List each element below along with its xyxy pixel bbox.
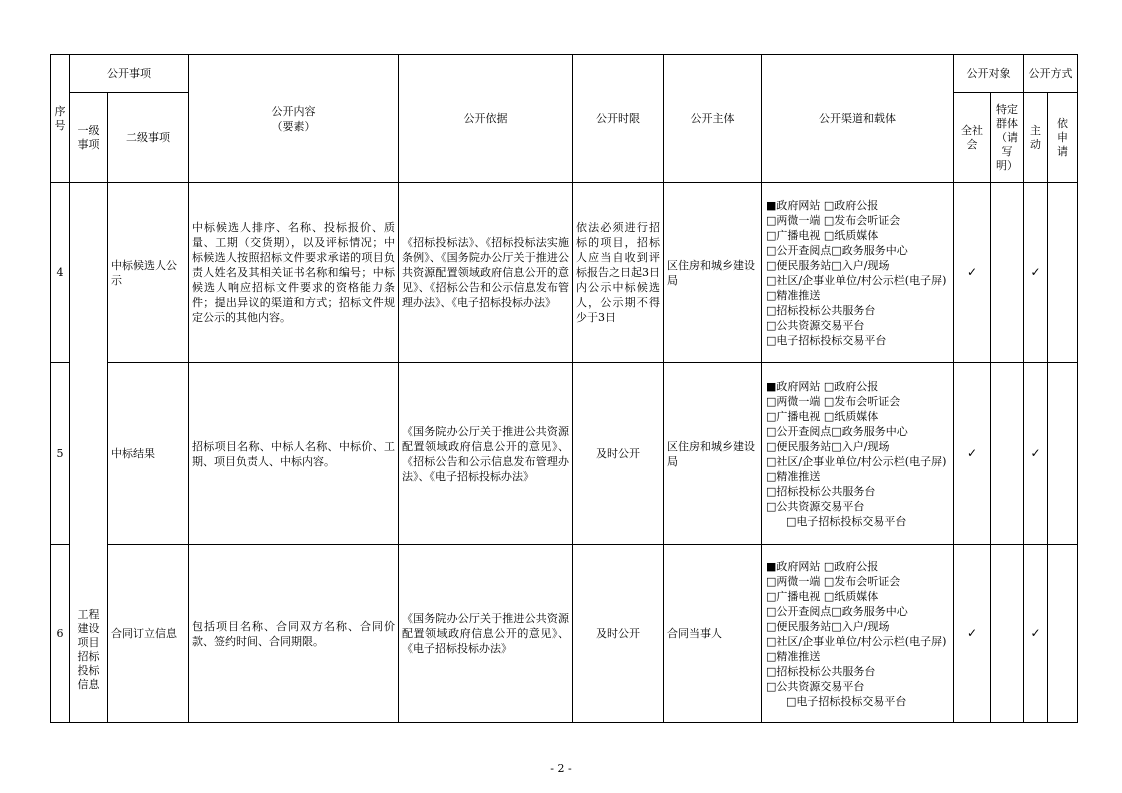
channel-item: □公共资源交易平台 bbox=[766, 679, 865, 693]
header-seq: 序号 bbox=[51, 55, 70, 183]
header-level1: 一级事项 bbox=[70, 93, 108, 183]
table-row bbox=[51, 363, 1078, 545]
header-target: 公开对象 bbox=[954, 55, 1024, 93]
row-target-specific bbox=[991, 183, 1024, 363]
channel-item: □招标投标公共服务台 bbox=[766, 484, 876, 498]
header-time-limit: 公开时限 bbox=[573, 55, 664, 183]
row-subject: 区住房和城乡建设局 bbox=[664, 183, 762, 363]
row-level2: 合同订立信息 bbox=[108, 545, 189, 723]
row-time-limit: 及时公开 bbox=[573, 545, 664, 723]
channel-item: □招标投标公共服务台 bbox=[766, 664, 876, 678]
row-basis: 《国务院办公厅关于推进公共资源配置领域政府信息公开的意见》、《电子招标投标办法》 bbox=[399, 545, 573, 723]
row-basis: 《招标投标法》、《招标投标法实施条例》、《国务院办公厅关于推进公共资源配置领域政府信息公开的意见》、《招标公告和公示信息发布管理办法》、《电子招标投标办法》 bbox=[399, 183, 573, 363]
row-seq: 5 bbox=[51, 363, 70, 545]
check-icon: ✓ bbox=[954, 545, 991, 723]
page-number: - 2 - bbox=[550, 762, 572, 775]
channel-item: □两微一端 □发布会听证会 bbox=[766, 213, 901, 227]
channel-item: □两微一端 □发布会听证会 bbox=[766, 574, 901, 588]
check-icon: ✓ bbox=[954, 183, 991, 363]
header-disclosure-items: 公开事项 bbox=[70, 55, 189, 93]
channel-item: ■政府网站 □政府公报 bbox=[766, 379, 879, 393]
channel-item: □便民服务站□入户/现场 bbox=[766, 619, 890, 633]
row-subject: 合同当事人 bbox=[664, 545, 762, 723]
header-method-apply: 依申请 bbox=[1048, 93, 1078, 183]
row-content: 中标候选人排序、名称、投标报价、质量、工期（交货期），以及评标情况；中标候选人按照招标文件要求承诺的项目负责人姓名及其相关证书名称和编号；中标候选人响应招标文件要求的资格能力条件；提出异议的渠道和方式；招标文件规定公示的其他内容。 bbox=[189, 183, 399, 363]
channel-item: □广播电视 □纸质媒体 bbox=[766, 589, 879, 603]
channel-item: □电子招标投标交易平台 bbox=[786, 694, 907, 708]
level1-cell: 工程建设项目招标投标信息 bbox=[70, 183, 108, 723]
disclosure-table bbox=[50, 54, 1078, 723]
channel-item: □精准推送 bbox=[766, 469, 821, 483]
row-basis: 《国务院办公厅关于推进公共资源配置领域政府信息公开的意见》、《招标公告和公示信息发布管理办法》、《电子招标投标办法》 bbox=[399, 363, 573, 545]
row-seq: 4 bbox=[51, 183, 70, 363]
channel-item: □精准推送 bbox=[766, 649, 821, 663]
row-time-limit: 及时公开 bbox=[573, 363, 664, 545]
row-content: 招标项目名称、中标人名称、中标价、工期、项目负责人、中标内容。 bbox=[189, 363, 399, 545]
row-channels bbox=[762, 363, 954, 545]
check-icon: ✓ bbox=[954, 363, 991, 545]
channel-item: □公开查阅点□政务服务中心 bbox=[766, 243, 908, 257]
row-content: 包括项目名称、合同双方名称、合同价款、签约时间、合同期限。 bbox=[189, 545, 399, 723]
row-time-limit: 依法必须进行招标的项目，招标人应当自收到评标报告之日起3日内公示中标候选人，公示期不得少于3日 bbox=[573, 183, 664, 363]
row-channels bbox=[762, 183, 954, 363]
channel-item: ■政府网站 □政府公报 bbox=[766, 198, 879, 212]
row-channels bbox=[762, 545, 954, 723]
channel-item: □社区/企事业单位/村公示栏(电子屏) bbox=[766, 273, 947, 287]
channel-item: □两微一端 □发布会听证会 bbox=[766, 394, 901, 408]
row-subject: 区住房和城乡建设局 bbox=[664, 363, 762, 545]
channel-item: □广播电视 □纸质媒体 bbox=[766, 409, 879, 423]
header-method: 公开方式 bbox=[1024, 55, 1078, 93]
header-level2: 二级事项 bbox=[108, 93, 189, 183]
header-method-active: 主动 bbox=[1024, 93, 1048, 183]
table-row bbox=[51, 545, 1078, 723]
row-level2: 中标结果 bbox=[108, 363, 189, 545]
channel-item: □便民服务站□入户/现场 bbox=[766, 258, 890, 272]
channel-item: □公开查阅点□政务服务中心 bbox=[766, 604, 908, 618]
table-row bbox=[51, 183, 1078, 363]
channel-item: □公共资源交易平台 bbox=[766, 499, 865, 513]
channel-item: □广播电视 □纸质媒体 bbox=[766, 228, 879, 242]
header-target-all: 全社会 bbox=[954, 93, 991, 183]
channel-item: □电子招标投标交易平台 bbox=[766, 333, 887, 347]
header-target-specific: 特定群体（请写明） bbox=[991, 93, 1024, 183]
row-method-apply bbox=[1048, 183, 1078, 363]
row-level2: 中标候选人公示 bbox=[108, 183, 189, 363]
check-icon: ✓ bbox=[1024, 545, 1048, 723]
check-icon: ✓ bbox=[1024, 183, 1048, 363]
channel-item: □社区/企事业单位/村公示栏(电子屏) bbox=[766, 454, 947, 468]
channel-item: □公共资源交易平台 bbox=[766, 318, 865, 332]
channel-item: □公开查阅点□政务服务中心 bbox=[766, 424, 908, 438]
row-target-specific bbox=[991, 363, 1024, 545]
channel-item: □招标投标公共服务台 bbox=[766, 303, 876, 317]
check-icon: ✓ bbox=[1024, 363, 1048, 545]
row-target-specific bbox=[991, 545, 1024, 723]
header-channels: 公开渠道和载体 bbox=[762, 55, 954, 183]
channel-item: □电子招标投标交易平台 bbox=[786, 514, 907, 528]
header-basis: 公开依据 bbox=[399, 55, 573, 183]
channel-item: ■政府网站 □政府公报 bbox=[766, 559, 879, 573]
row-method-apply bbox=[1048, 363, 1078, 545]
channel-item: □便民服务站□入户/现场 bbox=[766, 439, 890, 453]
channel-item: □精准推送 bbox=[766, 288, 821, 302]
header-subject: 公开主体 bbox=[664, 55, 762, 183]
channel-item: □社区/企事业单位/村公示栏(电子屏) bbox=[766, 634, 947, 648]
row-seq: 6 bbox=[51, 545, 70, 723]
header-content: 公开内容 （要素） bbox=[189, 55, 399, 183]
row-method-apply bbox=[1048, 545, 1078, 723]
